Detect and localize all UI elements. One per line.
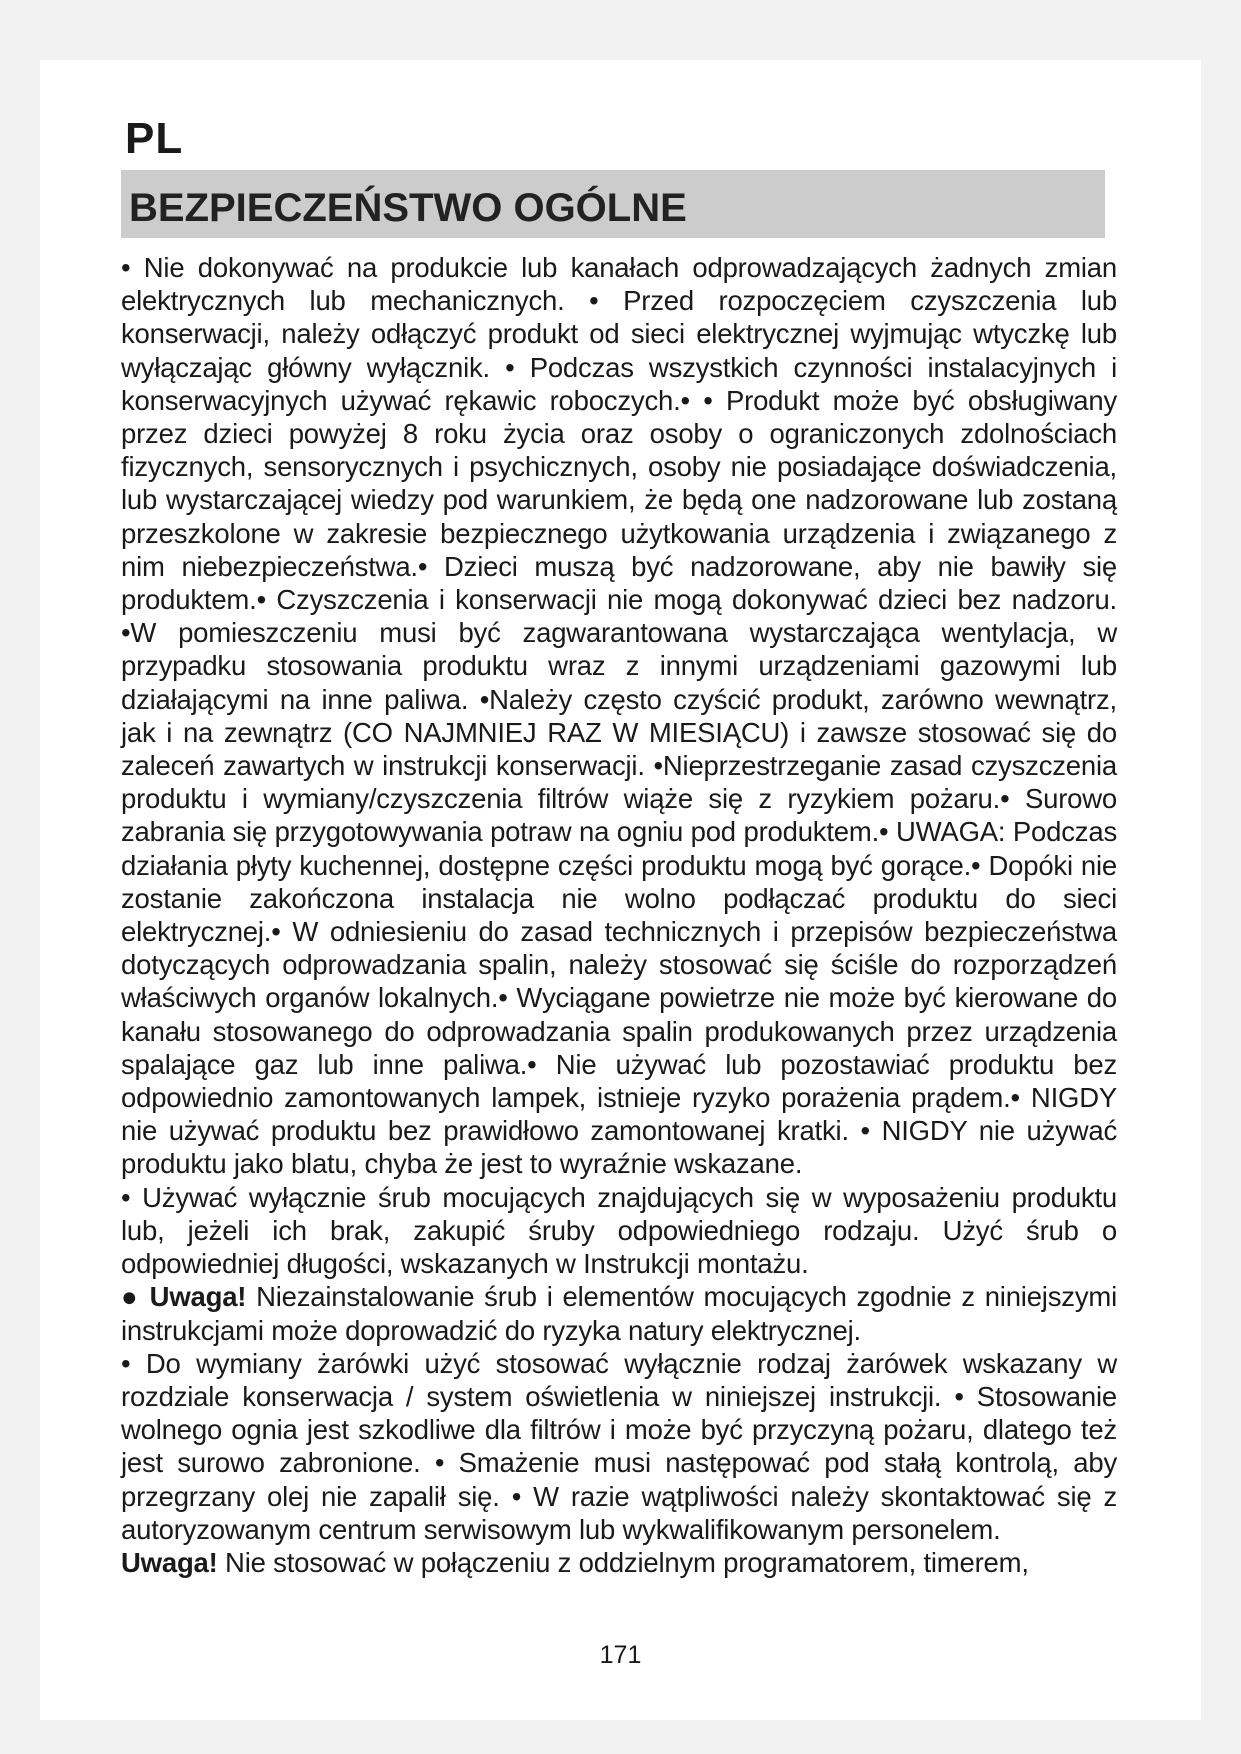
page-number: 171 [599, 1641, 642, 1669]
paragraph-4: • Do wymiany żarówki użyć stosować wyłącznie rodzaj żarówek wskazany w rozdziale konserwacja / system oświetlenia w niniejszej instrukcji. • Stosowanie wolnego ognia jest szkodliwe dla filtrów i może być przyczyną pożaru, dlatego też jest surowo zabronione. • Smażenie musi następować pod stałą kontrolą, aby przegrzany olej nie zapalił się. • W razie wątpliwości należy skontaktować się z autoryzowanym centrum serwisowym lub wykwalifikowanym personelem. [121, 1347, 1117, 1545]
warning-text: Nie stosować w połączeniu z oddzielnym programatorem, timerem, [217, 1546, 1029, 1578]
warning-paragraph-2 [121, 1546, 1117, 1579]
body-text [121, 251, 1117, 1579]
section-title: BEZPIECZEŃSTWO OGÓLNE [129, 186, 687, 230]
warning-paragraph-1 [121, 1280, 1117, 1346]
paragraph-1: • Nie dokonywać na produkcie lub kanałach odprowadzających żadnych zmian elektrycznych lub mechanicznych. • Przed rozpoczęciem czyszczenia lub konserwacji, należy odłączyć produkt od sieci elektrycznej wyjmując wtyczkę lub wyłączając główny wyłącznik. • Podczas wszystkich czynności instalacyjnych i konserwacyjnych używać rękawic roboczych.• • Produkt może być obsługiwany przez dzieci powyżej 8 roku życia oraz osoby o ograniczonych zdolnościach fizycznych, sensorycznych i psychicznych, osoby nie posiadające doświadczenia, lub wystarczającej wiedzy pod warunkiem, że będą one nadzorowane lub zostaną przeszkolone w zakresie bezpiecznego użytkowania urządzenia i związanego z nim niebezpieczeństwa.• Dzieci muszą być nadzorowane, aby nie bawiły się produktem.• Czyszczenia i konserwacji nie mogą dokonywać dzieci bez nadzoru. •W pomieszczeniu musi być zagwarantowana wystarczająca wentylacja, w przypadku stosowania produktu wraz z innymi urządzeniami gazowymi lub działającymi na inne paliwa. •Należy często czyścić produkt, zarówno wewnątrz, jak i na zewnątrz (CO NAJMNIEJ RAZ W MIESIĄCU) i zawsze stosować się do zaleceń zawartych w instrukcji konserwacji. •Nieprzestrzeganie zasad czyszczenia produktu i wymiany/czyszczenia filtrów wiąże się z ryzykiem pożaru.• Surowo zabrania się przygotowywania potraw na ogniu pod produktem.• UWAGA: Podczas działania płyty kuchennej, dostępne części produktu mogą być gorące.• Dopóki nie zostanie zakończona instalacja nie wolno podłączać produktu do sieci elektrycznej.• W odniesieniu do zasad technicznych i przepisów bezpieczeństwa dotyczących odprowadzania spalin, należy stosować się ściśle do rozporządzeń właściwych organów lokalnych.• Wyciągane powietrze nie może być kierowane do kanału stosowanego do odprowadzania spalin produkowanych przez urządzenia spalające gaz lub inne paliwa.• Nie używać lub pozostawiać produktu bez odpowiednio zamontowanych lampek, istnieje ryzyko porażenia prądem.• NIGDY nie używać produktu bez prawidłowo zamontowanej kratki. • NIGDY nie używać produktu jako blatu, chyba że jest to wyraźnie wskazane. [121, 252, 1117, 1180]
warning-label: ● Uwaga! [121, 1281, 247, 1313]
language-code: PL [125, 114, 184, 163]
section-heading-bar [121, 170, 1105, 238]
warning-text: Niezainstalowanie śrub i elementów mocujących zgodnie z niniejszymi instrukcjami może doprowadzić do ryzyka natury elektrycznej. [121, 1281, 1117, 1346]
warning-label: Uwaga! [121, 1546, 218, 1578]
paragraph-2: • Używać wyłącznie śrub mocujących znajdujących się w wyposażeniu produktu lub, jeżeli ich brak, zakupić śruby odpowiedniego rodzaju. Użyć śrub o odpowiedniej długości, wskazanych w Instrukcji montażu. [121, 1181, 1117, 1280]
